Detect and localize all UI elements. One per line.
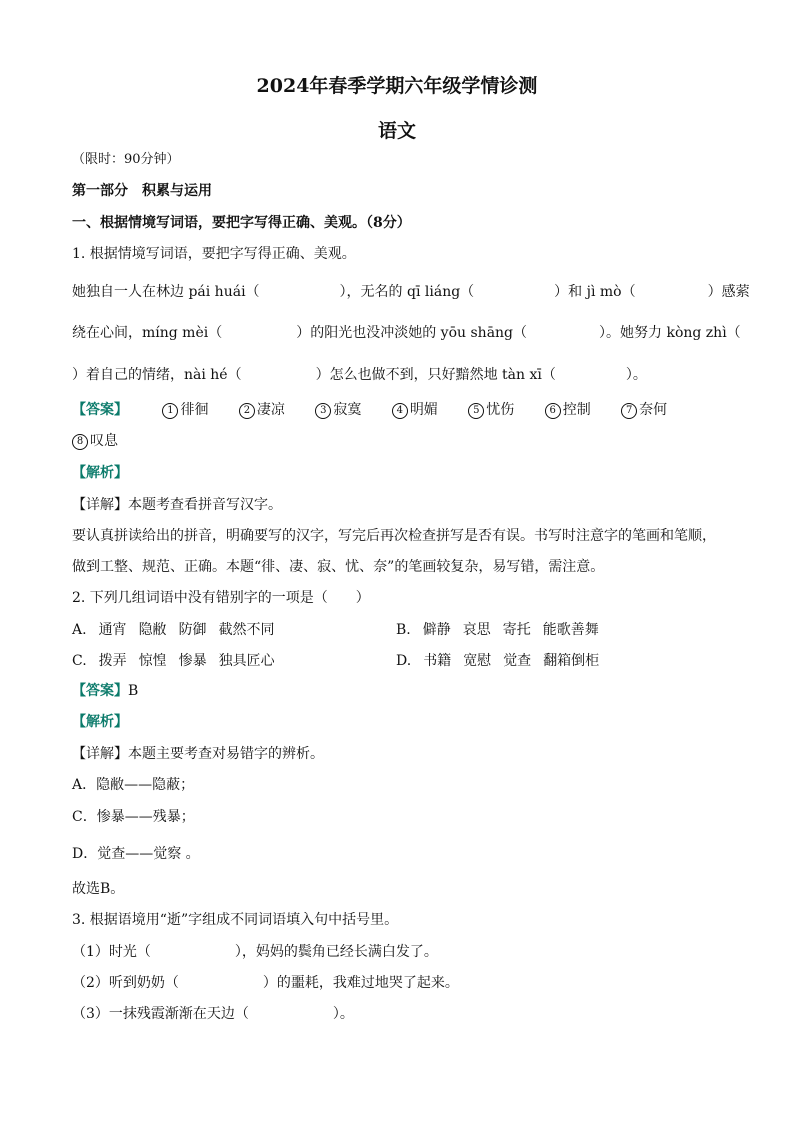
sentence-part: ），妈妈的鬓角已经长满白发了。	[234, 944, 438, 960]
section-heading: 一、根据情境写词语，要把字写得正确、美观。（8分）	[72, 215, 411, 231]
circled-number: 7	[621, 403, 637, 419]
option-word: 哀思	[462, 622, 491, 638]
answer-text: 凄凉	[256, 402, 285, 418]
answer-item	[239, 401, 285, 419]
option-word: 书籍	[423, 653, 452, 669]
circled-number: 5	[468, 403, 484, 419]
q2-fix-c: C．惨暴——残暴；	[72, 809, 195, 825]
subject-title: 语文	[377, 120, 416, 142]
q1-answer-row-2	[72, 432, 118, 450]
option-word: 惨暴	[178, 653, 207, 669]
q1-line3-part-b: ）怎么也做不到，只好黯然地 tàn xī（	[315, 367, 556, 383]
circled-number: 2	[239, 403, 255, 419]
q1-line1-part-c: ）和 jì mò（	[554, 284, 636, 300]
q1-detail: 【详解】本题考查看拼音写汉字。	[72, 497, 282, 513]
answer-text: 奈何	[639, 402, 668, 418]
sentence-part: （2）听到奶奶（	[72, 975, 179, 991]
circled-number: 8	[72, 434, 88, 450]
option-word: 截然不同	[218, 622, 275, 638]
time-limit: （限时：90分钟）	[72, 152, 180, 167]
q1-line2-part-c: ）。她努力 kòng zhì（	[599, 325, 741, 341]
circled-number: 1	[162, 403, 178, 419]
q1-line2-part-b: ）的阳光也没冲淡她的 yōu shāng（	[296, 325, 528, 341]
answer-text: 徘徊	[180, 402, 209, 418]
q1-line1-part-d: ）感萦	[707, 284, 750, 300]
q1-answer-row	[72, 401, 667, 419]
option-label: C.	[72, 653, 87, 669]
option-word: 独具匠心	[218, 653, 275, 669]
q2-detail: 【详解】本题主要考查对易错字的辨析。	[72, 746, 324, 762]
part-heading: 第一部分 积累与运用	[72, 183, 212, 199]
q1-line1-part-b: ），无名的 qī liáng（	[339, 284, 475, 300]
answer-tag: 【答案】	[72, 402, 128, 418]
option-word: 觉查	[503, 653, 532, 669]
sentence-part: ）的噩耗，我难过地哭了起来。	[262, 975, 459, 991]
q3-sentence-1	[72, 943, 438, 961]
q2-stem: 2. 下列几组词语中没有错别字的一项是（ ）	[72, 590, 370, 606]
q2-option-c[interactable]	[72, 652, 287, 670]
answer-text: 控制	[562, 402, 591, 418]
answer-text: 忧伤	[486, 402, 515, 418]
sentence-part: ）。	[332, 1006, 354, 1022]
sentence-part: （1）时光（	[72, 944, 151, 960]
option-word: 惊惶	[138, 653, 167, 669]
q2-option-a[interactable]	[72, 621, 287, 639]
q1-line1-part-a: 她独自一人在林边 pái huái（	[72, 284, 260, 300]
q2-option-d[interactable]	[396, 652, 611, 670]
analysis-tag: 【解析】	[72, 465, 128, 481]
sentence-part: （3）一抹残霞渐渐在天边（	[72, 1006, 249, 1022]
q1-stem: 1. 根据情境写词语，要把字写得正确、美观。	[72, 246, 356, 262]
option-word: 能歌善舞	[542, 622, 599, 638]
answer-item	[545, 401, 591, 419]
option-word: 翻箱倒柜	[543, 653, 600, 669]
circled-number: 6	[545, 403, 561, 419]
answer-item	[315, 401, 361, 419]
q3-stem: 3. 根据语境用“逝”字组成不同词语填入句中括号里。	[72, 912, 399, 928]
q1-explain-1: 要认真拼读给出的拼音，明确要写的汉字，写完后再次检查拼写是否有误。书写时注意字的笔画和笔顺，	[72, 528, 716, 544]
q2-answer: B	[128, 683, 139, 699]
circled-number: 3	[315, 403, 331, 419]
option-label: D.	[396, 653, 412, 669]
q2-fix-d: D．觉查——觉察 。	[72, 846, 200, 862]
q2-answer-row	[72, 682, 138, 700]
option-word: 寄托	[502, 622, 531, 638]
q3-sentence-3	[72, 1005, 354, 1023]
circled-number: 4	[392, 403, 408, 419]
option-word: 僻静	[422, 622, 451, 638]
q1-line-2	[72, 324, 741, 342]
q1-explain-2: 做到工整、规范、正确。本题“徘、凄、寂、忧、奈”的笔画较复杂，易写错，需注意。	[72, 559, 605, 575]
q1-line3-part-a: ）着自己的情绪，nài hé（	[72, 367, 242, 383]
answer-item	[162, 401, 208, 419]
answer-text: 明媚	[409, 402, 438, 418]
option-word: 通宵	[98, 622, 127, 638]
answer-tag: 【答案】	[72, 683, 128, 699]
option-label: A.	[72, 622, 87, 638]
option-word: 宽慰	[463, 653, 492, 669]
q2-conclusion: 故选B。	[72, 881, 125, 897]
option-word: 隐敝	[138, 622, 167, 638]
q2-fix-a: A．隐敝——隐蔽；	[72, 777, 195, 793]
answer-text: 寂寞	[333, 402, 362, 418]
answer-text: 叹息	[90, 433, 118, 449]
option-label: B.	[396, 622, 411, 638]
option-word: 防御	[178, 622, 207, 638]
answer-item	[468, 401, 514, 419]
q1-line2-part-a: 绕在心间，míng mèi（	[72, 325, 223, 341]
q1-line3-part-c: ）。	[625, 367, 647, 383]
exam-title: 2024年春季学期六年级学情诊测	[256, 75, 538, 97]
answer-item	[621, 401, 667, 419]
q3-sentence-2	[72, 974, 459, 992]
analysis-tag: 【解析】	[72, 714, 128, 730]
q2-option-b[interactable]	[396, 621, 611, 639]
q1-line-3	[72, 366, 647, 384]
q1-line-1	[72, 283, 750, 301]
answer-item	[392, 401, 438, 419]
option-word: 拨弄	[98, 653, 127, 669]
